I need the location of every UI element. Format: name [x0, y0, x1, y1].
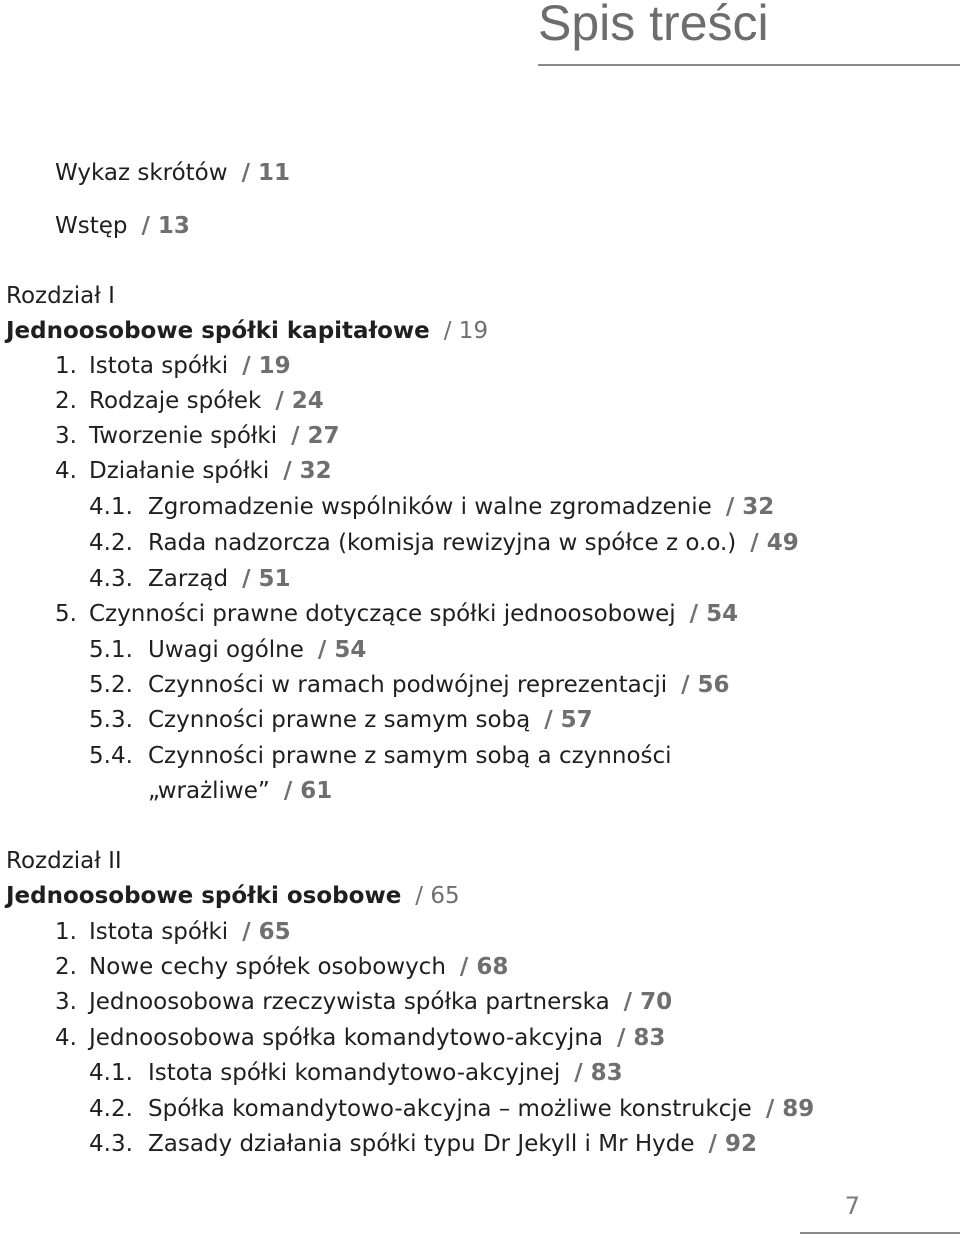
- toc-subitem[interactable]: [89, 564, 291, 594]
- toc-item[interactable]: [55, 456, 332, 486]
- toc-item-number: 4.: [55, 1025, 77, 1051]
- toc-item-text: Tworzenie spółki: [89, 423, 278, 449]
- title-rule: [538, 64, 960, 66]
- toc-item[interactable]: [55, 421, 340, 451]
- toc-entry-page: / 19: [443, 318, 489, 344]
- toc-subitem[interactable]: [89, 635, 366, 665]
- toc-item-page: / 27: [291, 423, 340, 449]
- toc-item-text: Istota spółki: [89, 353, 229, 379]
- toc-item-text: Istota spółki komandytowo-akcyjnej: [148, 1060, 561, 1086]
- toc-item-page: / 54: [689, 601, 739, 627]
- toc-item[interactable]: [55, 599, 738, 629]
- toc-item-number: 2.: [55, 388, 77, 414]
- toc-item-number: 4.1.: [89, 494, 133, 520]
- toc-entry-page: / 11: [241, 160, 290, 186]
- footer-rule: [800, 1232, 960, 1234]
- toc-item-page: / 70: [623, 989, 673, 1015]
- toc-item[interactable]: [55, 351, 291, 381]
- toc-item-number: 4.3.: [89, 566, 133, 592]
- toc-item-number: 2.: [55, 954, 77, 980]
- toc-item-text: Czynności w ramach podwójnej reprezentacji: [148, 672, 668, 698]
- toc-subitem-continuation[interactable]: [148, 776, 332, 806]
- toc-item[interactable]: [55, 952, 508, 982]
- toc-item-text: Jednoosobowa spółka komandytowo-akcyjna: [89, 1025, 603, 1051]
- toc-item-page: / 32: [283, 458, 332, 484]
- toc-item-text: Zarząd: [148, 566, 229, 592]
- toc-item-page: / 61: [283, 778, 333, 804]
- toc-item[interactable]: [55, 1023, 665, 1053]
- toc-item-number: 5.2.: [89, 672, 133, 698]
- toc-entry-page: / 13: [141, 213, 190, 239]
- chapter-title: Jednoosobowe spółki osobowe: [6, 883, 402, 909]
- toc-item-text: Czynności prawne z samym sobą: [148, 707, 531, 733]
- toc-item-page: / 51: [242, 566, 291, 592]
- toc-subitem[interactable]: [89, 1129, 757, 1159]
- page-title: Spis treści: [538, 0, 769, 51]
- toc-subitem[interactable]: [89, 492, 774, 522]
- toc-subitem[interactable]: [89, 741, 672, 771]
- page-number: 7: [844, 1192, 860, 1220]
- toc-item-number: 4.1.: [89, 1060, 133, 1086]
- toc-subitem[interactable]: [89, 1058, 623, 1088]
- toc-item-number: 4.: [55, 458, 77, 484]
- toc-entry-introduction[interactable]: [55, 211, 190, 241]
- chapter-title: Jednoosobowe spółki kapitałowe: [6, 318, 430, 344]
- toc-item-page: / 32: [725, 494, 775, 520]
- toc-item-page: / 65: [242, 919, 291, 945]
- toc-item-text: Jednoosobowa rzeczywista spółka partnerska: [89, 989, 610, 1015]
- toc-item-number: 4.3.: [89, 1131, 133, 1157]
- toc-entry-page: / 65: [415, 883, 460, 909]
- toc-item-page: / 56: [681, 672, 730, 698]
- toc-subitem[interactable]: [89, 528, 799, 558]
- toc-item-page: / 57: [544, 707, 593, 733]
- toc-item-text: Czynności prawne z samym sobą a czynności: [148, 743, 672, 769]
- toc-item-number: 4.2.: [89, 530, 133, 556]
- toc-item[interactable]: [55, 917, 291, 947]
- chapter-label: Rozdział II: [6, 848, 122, 874]
- chapter-title-entry[interactable]: [6, 316, 488, 346]
- toc-item-text: Zasady działania spółki typu Dr Jekyll i Mr Hyde: [148, 1131, 695, 1157]
- toc-item-page: / 83: [617, 1025, 666, 1051]
- toc-item-number: 1.: [55, 919, 77, 945]
- toc-entry-label: Wykaz skrótów: [55, 160, 228, 186]
- toc-item-text: „wrażliwe”: [148, 778, 270, 804]
- toc-item-number: 5.1.: [89, 637, 133, 663]
- toc-subitem[interactable]: [89, 1094, 814, 1124]
- toc-item-text: Nowe cechy spółek osobowych: [89, 954, 446, 980]
- toc-item-number: 5.3.: [89, 707, 133, 733]
- toc-item-text: Rada nadzorcza (komisja rewizyjna w spółce z o.o.): [148, 530, 737, 556]
- toc-item-number: 1.: [55, 353, 77, 379]
- toc-subitem[interactable]: [89, 705, 593, 735]
- toc-item-text: Spółka komandytowo-akcyjna – możliwe konstrukcje: [148, 1096, 752, 1122]
- toc-item[interactable]: [55, 386, 324, 416]
- toc-item-page: / 83: [574, 1060, 623, 1086]
- toc-subitem[interactable]: [89, 670, 730, 700]
- toc-item-page: / 49: [750, 530, 799, 556]
- toc-item-page: / 54: [317, 637, 367, 663]
- toc-item-number: 3.: [55, 423, 77, 449]
- toc-item-text: Działanie spółki: [89, 458, 270, 484]
- toc-item-page: / 19: [242, 353, 291, 379]
- chapter-title-entry[interactable]: [6, 881, 460, 911]
- toc-item-text: Zgromadzenie wspólników i walne zgromadzenie: [148, 494, 712, 520]
- toc-entry-abbreviations[interactable]: [55, 158, 290, 188]
- chapter-label: Rozdział I: [6, 283, 115, 309]
- toc-item-number: 3.: [55, 989, 77, 1015]
- toc-item-text: Rodzaje spółek: [89, 388, 262, 414]
- toc-item[interactable]: [55, 987, 672, 1017]
- toc-item-page: / 92: [708, 1131, 757, 1157]
- toc-item-page: / 24: [275, 388, 324, 414]
- toc-item-number: 5.: [55, 601, 77, 627]
- toc-item-page: / 68: [459, 954, 509, 980]
- toc-item-text: Istota spółki: [89, 919, 229, 945]
- toc-item-text: Uwagi ogólne: [148, 637, 304, 663]
- toc-entry-label: Wstęp: [55, 213, 128, 239]
- toc-item-page: / 89: [765, 1096, 815, 1122]
- toc-item-number: 4.2.: [89, 1096, 133, 1122]
- toc-item-text: Czynności prawne dotyczące spółki jednoosobowej: [89, 601, 676, 627]
- toc-item-number: 5.4.: [89, 743, 133, 769]
